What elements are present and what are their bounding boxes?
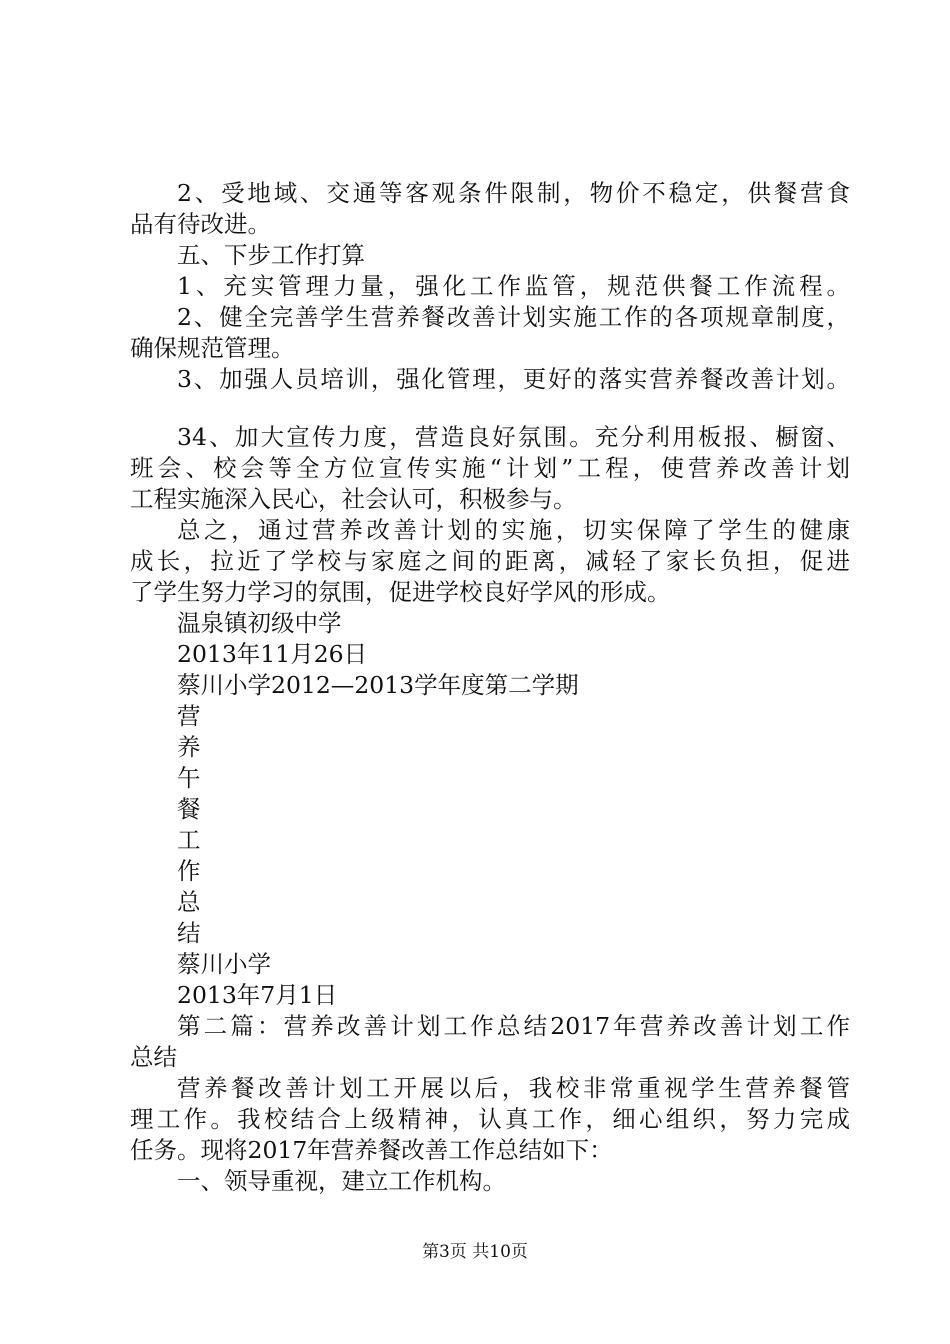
paragraph-line: 3、加强人员培训，强化管理，更好的落实营养餐改善计划。 — [177, 365, 850, 393]
paragraph-line: 了学生努力学习的氛围，促进学校良好学风的形成。 — [130, 578, 671, 606]
paragraph-line: 品有待改进。 — [130, 210, 271, 238]
paragraph-line: 2、受地域、交通等客观条件限制，物价不稳定，供餐营食 — [177, 179, 850, 207]
chapter-title: 总结 — [130, 1043, 177, 1071]
vertical-title-char: 营 — [177, 702, 201, 730]
vertical-title-char: 餐 — [177, 795, 201, 823]
report-header: 蔡川小学2012—2013学年度第二学期 — [177, 671, 579, 699]
paragraph-line: 总之，通过营养改善计划的实施，切实保障了学生的健康 — [177, 516, 850, 544]
signature-school: 蔡川小学 — [177, 950, 271, 978]
vertical-title-char: 午 — [177, 764, 201, 792]
vertical-title-char: 作 — [177, 857, 201, 885]
paragraph-line: 34、加大宣传力度，营造良好氛围。充分利用板报、橱窗、 — [177, 423, 850, 451]
chapter-title: 第二篇：营养改善计划工作总结2017年营养改善计划工作 — [177, 1012, 850, 1040]
paragraph-line: 1、充实管理力量，强化工作监管，规范供餐工作流程。 — [177, 272, 850, 300]
paragraph-line: 确保规范管理。 — [130, 334, 295, 362]
paragraph-line: 营养餐改善计划工开展以后，我校非常重视学生营养餐管 — [177, 1074, 850, 1102]
signature-date: 2013年7月1日 — [177, 981, 338, 1009]
signature-date: 2013年11月26日 — [177, 640, 368, 668]
vertical-title-char: 养 — [177, 733, 201, 761]
section-heading: 五、下步工作打算 — [177, 241, 365, 269]
page-number: 第3页 共10页 — [422, 1242, 528, 1262]
vertical-title-char: 工 — [177, 826, 201, 854]
paragraph-line: 理工作。我校结合上级精神，认真工作，细心组织，努力完成 — [130, 1105, 850, 1133]
vertical-title-char: 总 — [177, 888, 201, 916]
paragraph-line: 班会、校会等全方位宣传实施“计划”工程，使营养改善计划 — [130, 454, 850, 482]
vertical-title-char: 结 — [177, 919, 201, 947]
paragraph-line: 任务。现将2017年营养餐改善工作总结如下： — [130, 1136, 613, 1164]
signature-school: 温泉镇初级中学 — [177, 609, 342, 637]
paragraph-line: 工程实施深入民心，社会认可，积极参与。 — [130, 485, 577, 513]
paragraph-line: 2、健全完善学生营养餐改善计划实施工作的各项规章制度， — [177, 303, 850, 331]
section-heading: 一、领导重视，建立工作机构。 — [177, 1167, 506, 1195]
paragraph-line: 成长，拉近了学校与家庭之间的距离，减轻了家长负担，促进 — [130, 547, 850, 575]
